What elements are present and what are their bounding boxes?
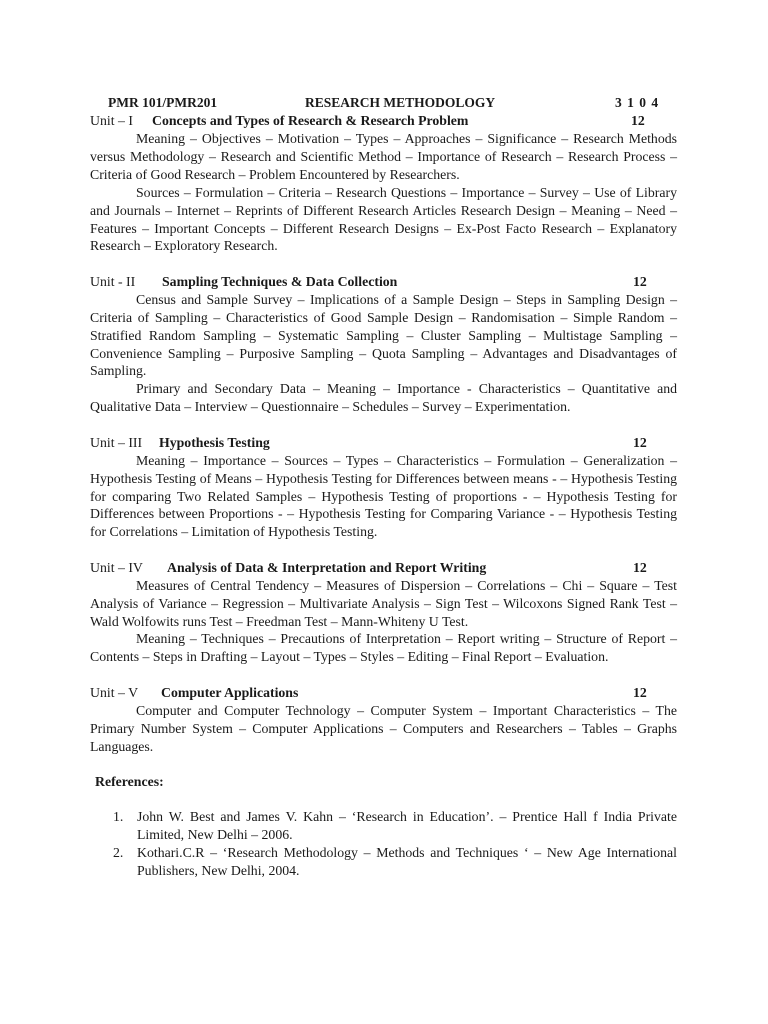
unit-title: Analysis of Data & Interpretation and Report Writing [167, 559, 487, 575]
reference-item [90, 808, 677, 844]
reference-item [90, 844, 677, 880]
unit-hours: 12 [633, 684, 647, 700]
course-title: RESEARCH METHODOLOGY [305, 95, 496, 110]
unit-label: Unit - II [90, 273, 136, 289]
course-code: PMR 101/PMR201 [108, 95, 218, 110]
unit-4 [90, 559, 677, 667]
unit-paragraph: Census and Sample Survey – Implications of a Sample Design – Steps in Sampling Design – Criteria of Sampling – Characteristics of Good Sample Design – Randomisation – Simple Random – Stratified Random Sampling – Systematic Sampling – Cluster Sampling – Multistage Sampling – Convenience Sampling – Purposive Sampling – Quota Sampling – Advantages and Disadvantages of Sampling. [90, 291, 677, 379]
unit-paragraph: Meaning – Techniques – Precautions of Interpretation – Report writing – Structure of Report – Contents – Steps in Drafting – Layout – Types – Styles – Editing – Final Report – Evaluation. [90, 631, 677, 665]
unit-5 [90, 684, 677, 756]
unit-paragraph: Meaning – Objectives – Motivation – Types – Approaches – Significance – Research Methods versus Methodology – Research and Scientific Method – Importance of Research – Research Process – Criteria of Good Research – Problem Encountered by Researchers. [90, 131, 677, 182]
unit-heading [90, 684, 677, 702]
unit-paragraph: Sources – Formulation – Criteria – Research Questions – Importance – Survey – Use of Library and Journals – Internet – Reprints of Different Research Articles Research Design – Meaning – Need – Features – Important Concepts – Different Research Designs – Ex-Post Facto Research – Explanatory Research – Exploratory Research. [90, 184, 677, 254]
references-list [90, 808, 677, 880]
references-heading: References: [95, 773, 164, 789]
unit-paragraph: Measures of Central Tendency – Measures of Dispersion – Correlations – Chi – Square – Test Analysis of Variance – Regression – Multivariate Analysis – Sign Test – Wilcoxons Signed Rank Test – Wald Wolfowits runs Test – Freedman Test – Mann-Whiteny U Test. [90, 577, 677, 629]
unit-label: Unit – V [90, 684, 139, 700]
reference-text: Kothari.C.R – ‘Research Methodology – Methods and Techniques ‘ – New Age International Publishers, New Delhi, 2004. [137, 844, 677, 878]
course-header [90, 94, 677, 112]
course-credits: 3 1 0 4 [615, 95, 660, 110]
reference-number: 2. [113, 844, 124, 860]
references-section [90, 773, 677, 880]
unit-2 [90, 273, 677, 416]
unit-hours: 12 [633, 273, 647, 289]
unit-title: Hypothesis Testing [159, 434, 270, 450]
unit-hours: 12 [631, 113, 645, 128]
unit-label: Unit – IV [90, 559, 143, 575]
reference-number: 1. [113, 808, 124, 824]
unit-heading [90, 273, 677, 291]
unit-title: Sampling Techniques & Data Collection [162, 273, 398, 289]
unit-hours: 12 [633, 434, 647, 450]
reference-text: John W. Best and James V. Kahn – ‘Research in Education’. – Prentice Hall f India Private Limited, New Delhi – 2006. [137, 808, 677, 842]
unit-paragraph: Primary and Secondary Data – Meaning – Importance - Characteristics – Quantitative and Qualitative Data – Interview – Questionnaire – Schedules – Survey – Experimentation. [90, 381, 677, 415]
unit-title: Concepts and Types of Research & Research Problem [152, 113, 469, 128]
unit-label: Unit – III [90, 434, 143, 450]
unit-heading [90, 559, 677, 577]
unit-hours: 12 [633, 559, 647, 575]
unit-1 [90, 112, 677, 255]
unit-heading [90, 112, 677, 130]
syllabus-page [90, 94, 677, 880]
unit-label: Unit – I [90, 113, 133, 128]
unit-3 [90, 434, 677, 542]
unit-paragraph: Computer and Computer Technology – Computer System – Important Characteristics – The Primary Number System – Computer Applications – Computers and Researchers – Tables – Graphs Languages. [90, 702, 677, 754]
unit-heading [90, 434, 677, 452]
unit-paragraph: Meaning – Importance – Sources – Types – Characteristics – Formulation – Generalization – Hypothesis Testing of Means – Hypothesis Testing for Differences between means - – Hypothesis Testing for comparing Two Related Samples – Hypothesis Testing of proportions - – Hypothesis Testing for Differences between Proportions - – Hypothesis Testing for Comparing Variance - – Hypothesis Testing for Correlations – Limitation of Hypothesis Testing. [90, 452, 677, 540]
unit-title: Computer Applications [161, 684, 299, 700]
